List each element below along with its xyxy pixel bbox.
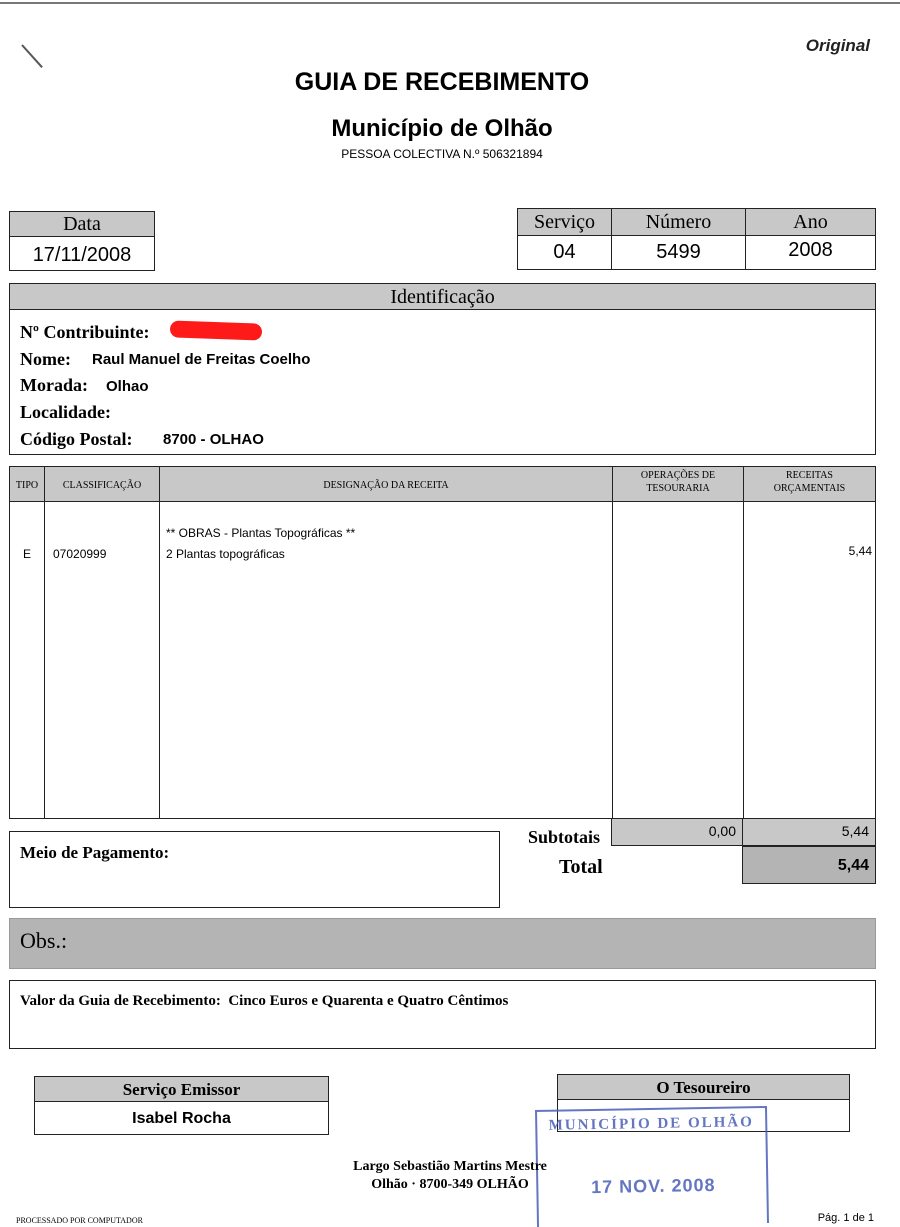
- issuing-service-name: Isabel Rocha: [132, 1110, 231, 1127]
- subtotal-receitas-cell: [742, 818, 876, 846]
- identification-heading: Identificação: [10, 284, 875, 310]
- divider: [743, 467, 744, 818]
- payment-method-box: [9, 831, 500, 908]
- col-header-receitas-line2: ORÇAMENTAIS: [773, 483, 846, 494]
- row-designacao-line1: ** OBRAS - Plantas Topográficas **: [166, 526, 356, 540]
- issuing-service-label: Serviço Emissor: [35, 1077, 328, 1102]
- obs-band: [9, 918, 876, 969]
- issuing-service-box: [34, 1076, 329, 1135]
- numero-value: 5499: [656, 241, 701, 263]
- document-title: GUIA DE RECEBIMENTO: [294, 68, 590, 96]
- footer-address-line1: Largo Sebastião Martins Mestre: [353, 1159, 547, 1174]
- nome-label: Nome:: [20, 349, 71, 369]
- codigo-postal-value: 8700 - OLHAO: [163, 431, 264, 448]
- stamp-date: 17 NOV. 2008: [590, 1174, 716, 1198]
- treasurer-label: O Tesoureiro: [558, 1075, 849, 1100]
- servico-value: 04: [553, 241, 576, 263]
- total-cell: [742, 846, 876, 884]
- date-value: 17/11/2008: [32, 244, 132, 266]
- total-label: Total: [559, 856, 603, 878]
- subtotais-label: Subtotais: [528, 827, 601, 847]
- row-designacao-line2: 2 Plantas topográficas: [166, 547, 285, 561]
- morada-value: Olhao: [106, 378, 149, 395]
- contribuinte-label: Nº Contribuinte:: [20, 322, 150, 342]
- processed-note: PROCESSADO POR COMPUTADOR: [16, 1216, 143, 1225]
- subtotal-operacoes: 0,00: [708, 823, 736, 839]
- pen-mark: [21, 44, 43, 68]
- subtotal-receitas: 5,44: [841, 823, 869, 839]
- divider: [44, 467, 45, 818]
- numero-label: Número: [645, 211, 712, 233]
- col-header-operacoes-line2: TESOURARIA: [646, 483, 710, 494]
- col-header-classificacao: CLASSIFICAÇÃO: [62, 480, 142, 491]
- amount-in-words-box: [9, 980, 876, 1049]
- stamp-top-text: MUNICÍPIO DE OLHÃO: [548, 1114, 754, 1134]
- ano-label: Ano: [793, 211, 828, 233]
- codigo-postal-label: Código Postal:: [20, 429, 133, 449]
- footer-address-line2: Olhão · 8700-349 OLHÃO: [371, 1177, 529, 1192]
- copy-label: Original: [805, 36, 870, 55]
- payment-method-label: Meio de Pagamento:: [20, 843, 170, 862]
- scan-edge: [0, 2, 900, 4]
- row-receitas: 5,44: [848, 544, 872, 558]
- obs-label: Obs.:: [20, 928, 68, 953]
- nif-line: PESSOA COLECTIVA N.º 506321894: [341, 147, 543, 161]
- nome-value: Raul Manuel de Freitas Coelho: [92, 351, 311, 368]
- date-label: Data: [10, 212, 154, 237]
- items-table: [9, 466, 876, 819]
- subtotal-operacoes-cell: [611, 818, 743, 846]
- amount-in-words: Valor da Guia de Recebimento: Cinco Euros e Quarenta e Quatro Cêntimos: [20, 993, 509, 1009]
- date-box: [9, 211, 155, 271]
- divider: [612, 467, 613, 818]
- morada-label: Morada:: [20, 375, 88, 395]
- ano-value: 2008: [788, 239, 833, 261]
- total-value: 5,44: [837, 857, 869, 874]
- divider: [159, 467, 160, 818]
- col-header-receitas-line1: RECEITAS: [786, 470, 833, 481]
- servico-label: Serviço: [533, 211, 596, 233]
- col-header-operacoes-line1: OPERAÇÕES DE: [640, 470, 716, 481]
- redaction-mark: [170, 320, 263, 340]
- col-header-designacao: DESIGNAÇÃO DA RECEITA: [323, 480, 449, 491]
- localidade-label: Localidade:: [20, 402, 112, 422]
- row-tipo: E: [22, 547, 31, 561]
- col-header-tipo: TIPO: [15, 480, 39, 491]
- municipality-name: Município de Olhão: [331, 115, 553, 142]
- page-number: Pág. 1 de 1: [817, 1212, 874, 1224]
- identification-box: [9, 283, 876, 455]
- reference-box: [517, 208, 876, 270]
- row-classificacao: 07020999: [53, 547, 107, 561]
